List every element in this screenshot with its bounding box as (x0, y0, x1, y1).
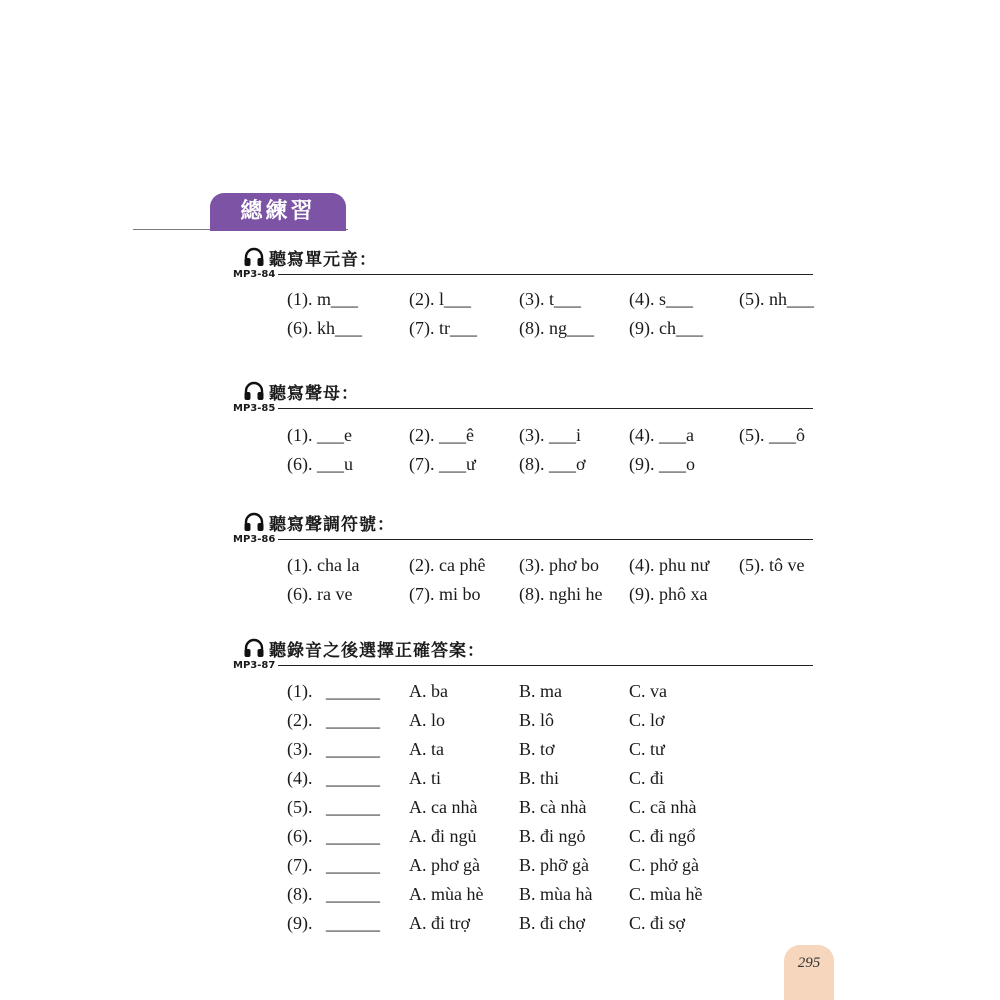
question-1-number: (1). (287, 681, 313, 701)
headphone-icon (243, 247, 265, 267)
question-1-option-c: C. va (629, 681, 667, 701)
headphone-icon (243, 381, 265, 401)
question-2-option-a: A. lo (409, 710, 445, 730)
question-2-option-b: B. lô (519, 710, 555, 730)
section-3-rule (278, 539, 813, 540)
section-1-item-2: (2). l___ (409, 289, 471, 309)
question-8-option-a: A. mùa hè (409, 884, 484, 904)
question-5-option-a: A. ca nhà (409, 797, 478, 817)
question-3-option-b: B. tơ (519, 739, 555, 759)
section-1-item-4: (4). s___ (629, 289, 693, 309)
page-number: 295 (797, 955, 821, 971)
question-3-option-c: C. tư (629, 739, 665, 759)
section-3-item-5: (5). tô ve (739, 555, 805, 575)
section-2-item-7: (7). ___ư (409, 454, 476, 474)
question-4-option-c: C. đi (629, 768, 665, 788)
headphone-icon (243, 512, 265, 532)
question-3-number: (3). (287, 739, 313, 759)
section-2-item-4: (4). ___a (629, 425, 694, 445)
question-8-option-c: C. mùa hề (629, 884, 703, 904)
question-5-option-b: B. cà nhà (519, 797, 587, 817)
page-number-tab (784, 945, 834, 1000)
question-2-answer-blank: ______ (326, 710, 380, 730)
question-4-option-b: B. thi (519, 768, 560, 788)
section-1-item-8: (8). ng___ (519, 318, 594, 338)
question-4-option-a: A. ti (409, 768, 442, 788)
question-8-answer-blank: ______ (326, 884, 380, 904)
section-2-item-3: (3). ___i (519, 425, 581, 445)
question-5-number: (5). (287, 797, 313, 817)
section-2-rule (278, 408, 813, 409)
section-2-item-6: (6). ___u (287, 454, 353, 474)
section-1-mp3-label: MP3-84 (233, 269, 276, 280)
section-4-rule (278, 665, 813, 666)
section-3-item-1: (1). cha la (287, 555, 360, 575)
section-1-item-3: (3). t___ (519, 289, 581, 309)
question-9-answer-blank: ______ (326, 913, 380, 933)
question-9-number: (9). (287, 913, 313, 933)
question-6-number: (6). (287, 826, 313, 846)
question-6-answer-blank: ______ (326, 826, 380, 846)
question-1-answer-blank: ______ (326, 681, 380, 701)
section-3-item-4: (4). phu nư (629, 555, 710, 575)
question-8-option-b: B. mùa hà (519, 884, 593, 904)
question-2-number: (2). (287, 710, 313, 730)
section-1-item-1: (1). m___ (287, 289, 358, 309)
section-2-item-9: (9). ___o (629, 454, 695, 474)
section-3-item-9: (9). phô xa (629, 584, 708, 604)
headphone-icon (243, 638, 265, 658)
section-2-item-1: (1). ___e (287, 425, 352, 445)
question-7-option-c: C. phở gà (629, 855, 700, 875)
section-2-title: 聽寫聲母： (269, 383, 359, 404)
section-2-item-8: (8). ___ơ (519, 454, 586, 474)
question-3-option-a: A. ta (409, 739, 444, 759)
question-7-answer-blank: ______ (326, 855, 380, 875)
section-3-mp3-label: MP3-86 (233, 534, 276, 545)
question-2-option-c: C. lơ (629, 710, 665, 730)
section-3-item-7: (7). mi bo (409, 584, 481, 604)
section-2-item-5: (5). ___ô (739, 425, 805, 445)
question-5-answer-blank: ______ (326, 797, 380, 817)
section-1-item-9: (9). ch___ (629, 318, 703, 338)
question-4-answer-blank: ______ (326, 768, 380, 788)
section-3-header (243, 510, 395, 534)
question-7-number: (7). (287, 855, 313, 875)
question-1-option-b: B. ma (519, 681, 562, 701)
section-3-item-6: (6). ra ve (287, 584, 353, 604)
question-7-option-b: B. phỡ gà (519, 855, 590, 875)
section-2-item-2: (2). ___ê (409, 425, 474, 445)
section-1-title: 聽寫單元音： (269, 249, 377, 270)
question-9-option-a: A. đi trợ (409, 913, 471, 933)
question-6-option-b: B. đi ngỏ (519, 826, 586, 846)
question-4-number: (4). (287, 768, 313, 788)
section-4-header (243, 636, 485, 660)
question-5-option-c: C. cã nhà (629, 797, 697, 817)
page-title: 總練習 (210, 193, 346, 231)
question-9-option-b: B. đi chợ (519, 913, 586, 933)
question-9-option-c: C. đi sợ (629, 913, 686, 933)
section-1-item-6: (6). kh___ (287, 318, 362, 338)
section-3-item-3: (3). phơ bo (519, 555, 600, 575)
section-1-item-7: (7). tr___ (409, 318, 477, 338)
question-3-answer-blank: ______ (326, 739, 380, 759)
question-6-option-c: C. đi ngổ (629, 826, 696, 846)
section-4-mp3-label: MP3-87 (233, 660, 276, 671)
section-3-title: 聽寫聲調符號： (269, 514, 395, 535)
question-1-option-a: A. ba (409, 681, 448, 701)
section-2-header (243, 379, 359, 403)
section-2-mp3-label: MP3-85 (233, 403, 276, 414)
section-1-rule (278, 274, 813, 275)
question-7-option-a: A. phơ gà (409, 855, 481, 875)
section-3-item-8: (8). nghi he (519, 584, 603, 604)
section-4-title: 聽錄音之後選擇正確答案： (269, 640, 485, 661)
section-3-item-2: (2). ca phê (409, 555, 486, 575)
question-6-option-a: A. đi ngủ (409, 826, 477, 846)
section-1-item-5: (5). nh___ (739, 289, 814, 309)
section-1-header (243, 245, 377, 269)
question-8-number: (8). (287, 884, 313, 904)
